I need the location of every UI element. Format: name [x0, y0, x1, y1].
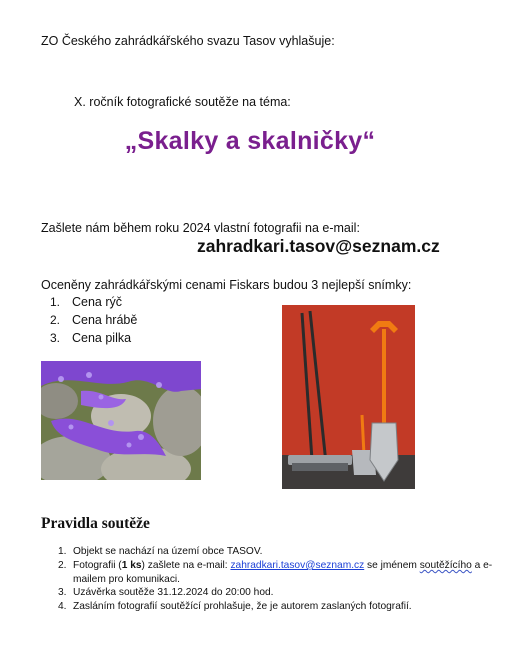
list-item: 3. Cena pilka: [50, 331, 132, 345]
list-item: 2. Fotografii (1 ks) zašlete na e-mail: zahradkari.tasov@seznam.cz se jménem soutěžícího a e-mailem pro komunikaci.: [58, 559, 493, 585]
rules-heading: Pravidla soutěže: [41, 515, 150, 532]
email-link[interactable]: zahradkari.tasov@seznam.cz: [230, 559, 365, 571]
prizes-intro: Oceněny zahrádkářskými cenami Fiskars budou 3 nejlepší snímky:: [41, 278, 412, 292]
contact-email: zahradkari.tasov@seznam.cz: [197, 236, 440, 256]
intro-text: ZO Českého zahrádkářského svazu Tasov vyhlašuje:: [41, 34, 335, 48]
list-item: 1. Cena rýč: [50, 295, 123, 309]
list-item: 1. Objekt se nachází na území obce TASOV.: [58, 546, 263, 557]
rules-list: [58, 545, 498, 614]
list-item: 2. Cena hrábě: [50, 313, 138, 327]
send-instructions: Zašlete nám během roku 2024 vlastní fotografii na e-mail:: [41, 221, 360, 235]
theme-title: „Skalky a skalničky“: [124, 127, 376, 155]
list-item: 3. Uzávěrka soutěže 31.12.2024 do 20:00 hod.: [58, 587, 274, 599]
rock-garden-photo: [41, 361, 201, 480]
list-item: 4. Zasláním fotografií soutěžící prohlašuje, že je autorem zaslaných fotografií.: [58, 601, 412, 613]
prize-list: [50, 293, 137, 347]
contest-round-text: X. ročník fotografické soutěže na téma:: [74, 95, 291, 109]
garden-tools-photo: [282, 305, 415, 489]
